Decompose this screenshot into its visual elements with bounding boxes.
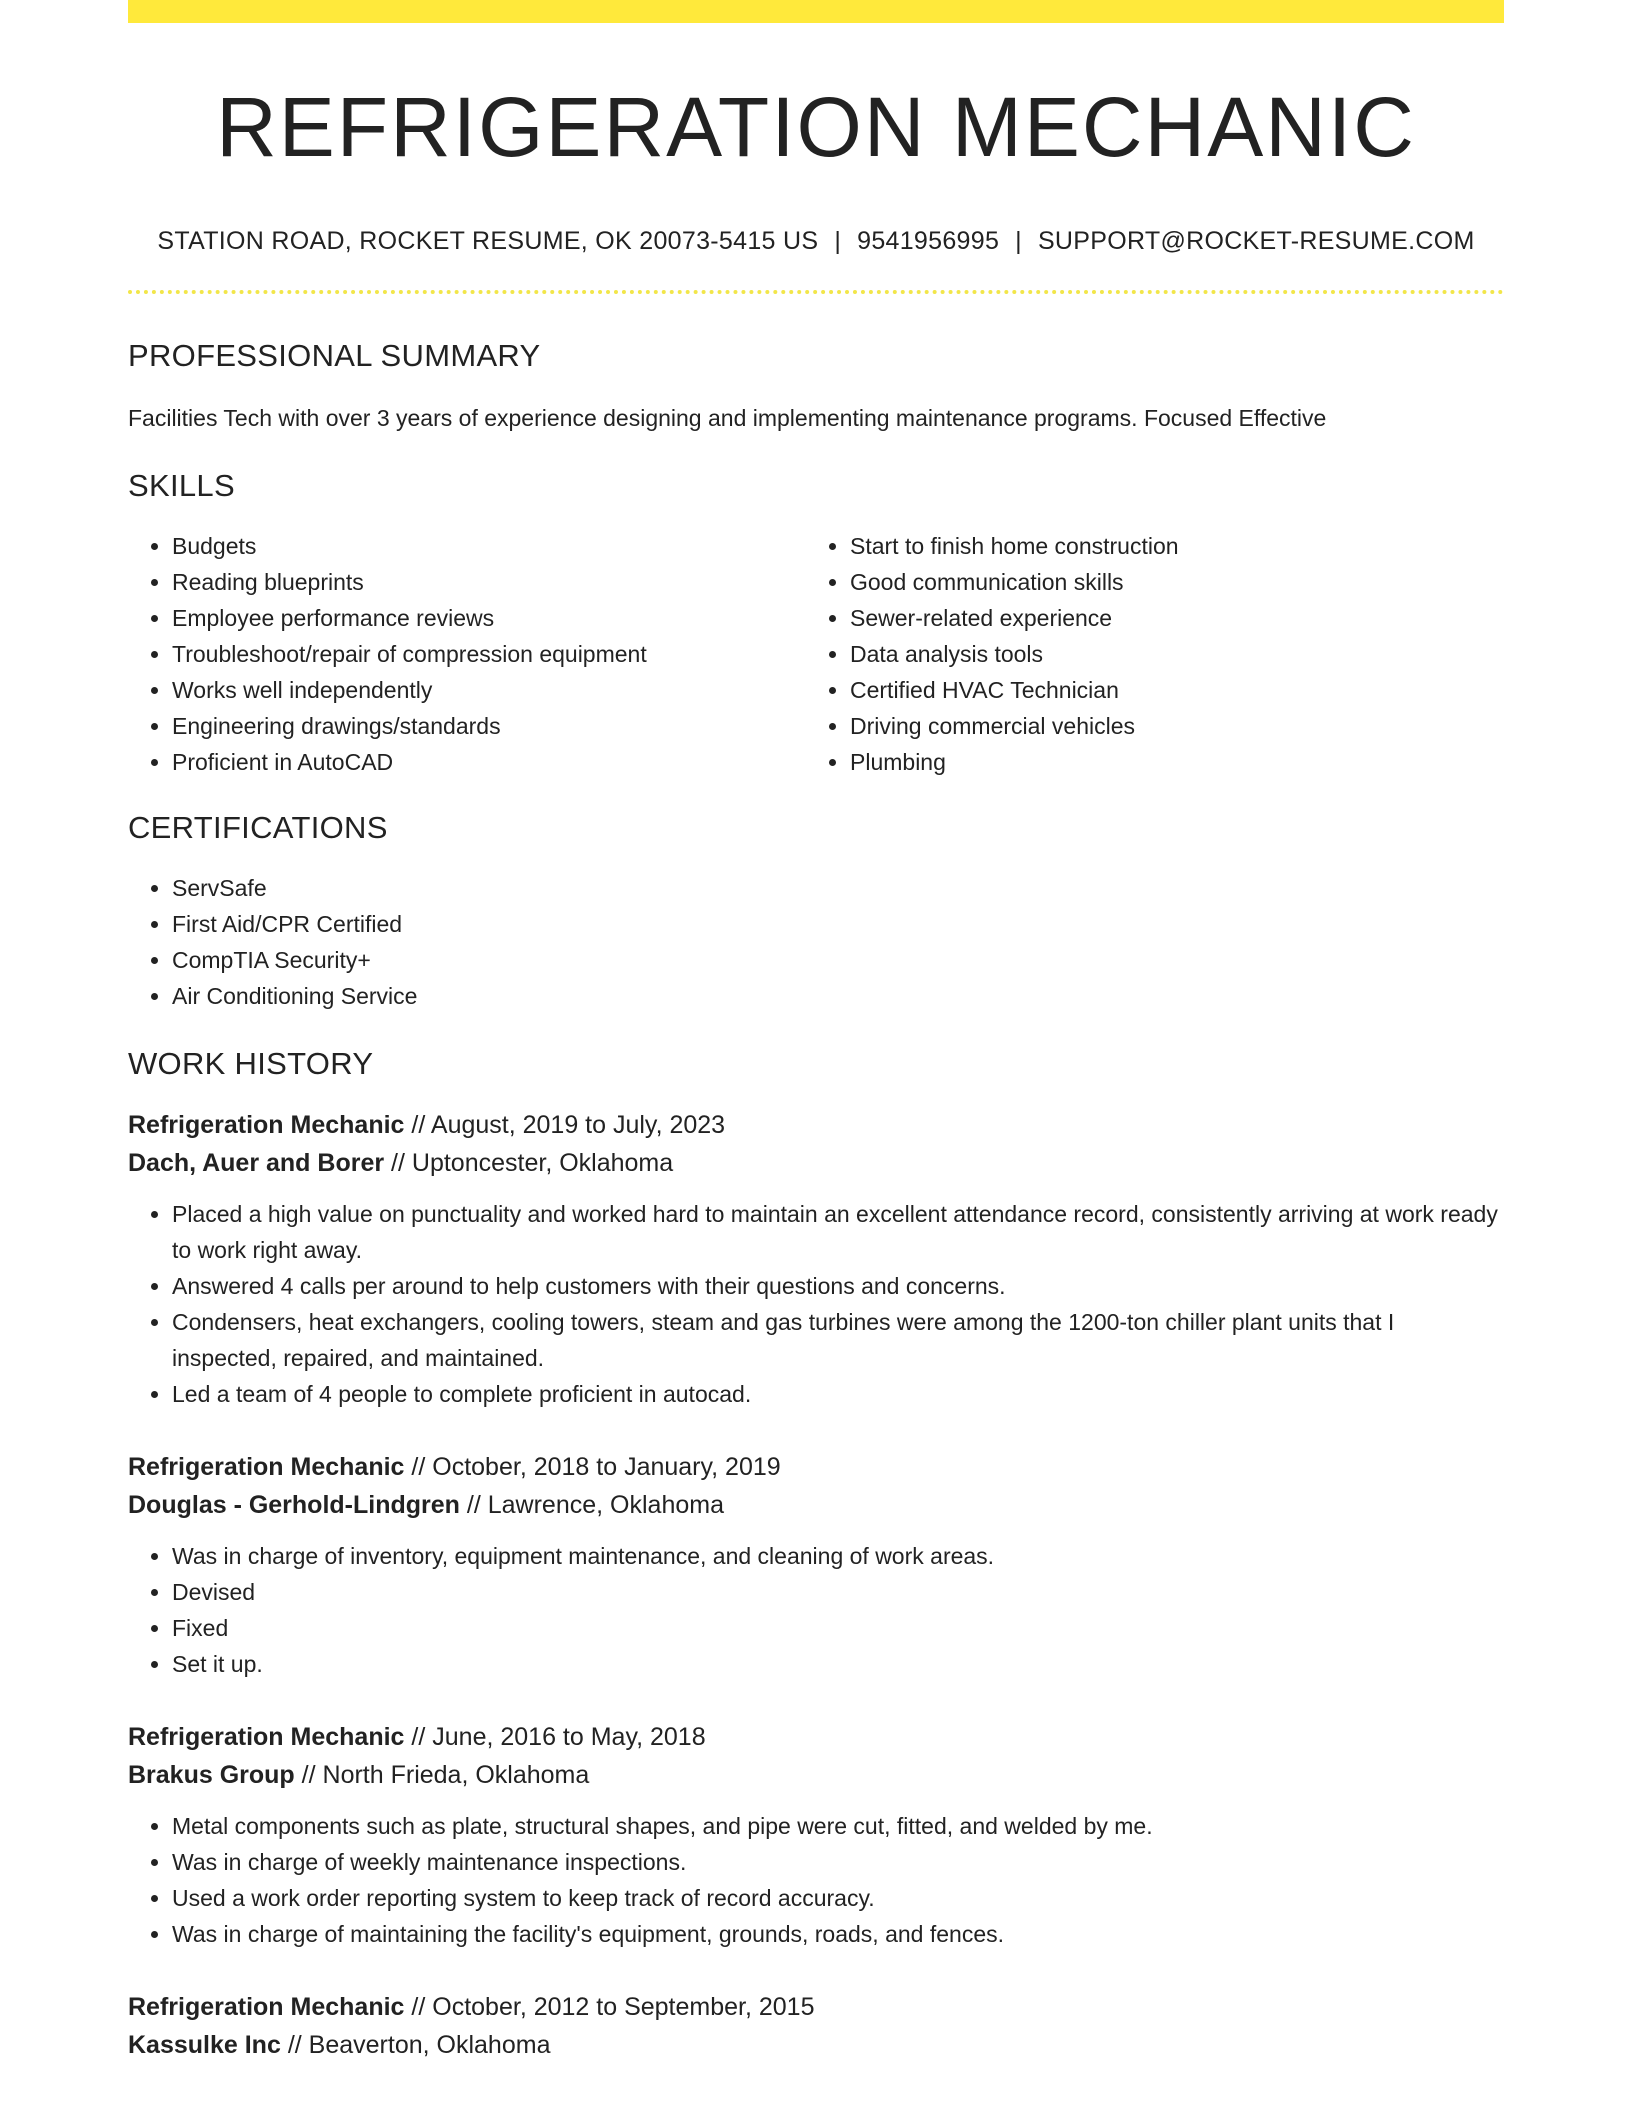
skill-item: • Driving commercial vehicles bbox=[850, 708, 1484, 744]
job-bullet: • Metal components such as plate, structural shapes, and pipe were cut, fitted, and welded by me. bbox=[172, 1808, 1504, 1844]
job-dates: October, 2012 to September, 2015 bbox=[432, 1993, 815, 2021]
certification-item: • CompTIA Security+ bbox=[172, 942, 1504, 978]
job-bullet: • Condensers, heat exchangers, cooling towers, steam and gas turbines were among the 1200-ton chiller plant units that I inspected, repaired, and maintained. bbox=[172, 1304, 1504, 1376]
job-title-line bbox=[128, 1718, 1504, 1756]
job-location: Beaverton, Oklahoma bbox=[308, 2031, 551, 2059]
job-bullet: • Set it up. bbox=[172, 1646, 1504, 1682]
skills-column-left bbox=[128, 528, 806, 780]
job-divider: // bbox=[411, 1723, 426, 1751]
job-bullets bbox=[128, 1808, 1504, 1952]
skill-item: • Works well independently bbox=[172, 672, 806, 708]
skill-item: • Budgets bbox=[172, 528, 806, 564]
address: STATION ROAD, ROCKET RESUME, OK 20073-5415 US bbox=[157, 227, 819, 255]
skill-item: • Data analysis tools bbox=[850, 636, 1484, 672]
certification-item: • ServSafe bbox=[172, 870, 1504, 906]
job-dates: October, 2018 to January, 2019 bbox=[432, 1453, 781, 1481]
job-company-line bbox=[128, 1486, 1504, 1524]
skills-grid bbox=[128, 528, 1504, 780]
job-divider: // bbox=[287, 2031, 302, 2059]
job-title-line bbox=[128, 1988, 1504, 2026]
job-divider: // bbox=[301, 1761, 316, 1789]
job-dates: August, 2019 to July, 2023 bbox=[430, 1111, 726, 1139]
skill-item: • Certified HVAC Technician bbox=[850, 672, 1484, 708]
skill-item: • Sewer-related experience bbox=[850, 600, 1484, 636]
job-entry bbox=[128, 1448, 1504, 1682]
job-entry bbox=[128, 1106, 1504, 1412]
summary-text: Facilities Tech with over 3 years of experience designing and implementing maintenance programs. Focused Effective bbox=[128, 405, 1327, 431]
job-company-line bbox=[128, 1756, 1504, 1794]
job-title: Refrigeration Mechanic bbox=[128, 1723, 405, 1751]
skill-item: • Plumbing bbox=[850, 744, 1484, 780]
skill-item: • Reading blueprints bbox=[172, 564, 806, 600]
job-location: North Frieda, Oklahoma bbox=[322, 1761, 590, 1789]
job-bullet: • Devised bbox=[172, 1574, 1504, 1610]
phone: 9541956995 bbox=[857, 227, 1000, 255]
job-bullets bbox=[128, 1538, 1504, 1682]
job-bullet: • Answered 4 calls per around to help customers with their questions and concerns. bbox=[172, 1268, 1504, 1304]
skill-item: • Start to finish home construction bbox=[850, 528, 1484, 564]
job-company-line bbox=[128, 2026, 1504, 2064]
resume-page bbox=[128, 0, 1504, 2064]
job-location: Lawrence, Oklahoma bbox=[487, 1491, 724, 1519]
job-divider: // bbox=[411, 1111, 426, 1139]
job-company: Douglas - Gerhold-Lindgren bbox=[128, 1491, 460, 1519]
job-title-line bbox=[128, 1106, 1504, 1144]
job-title: Refrigeration Mechanic bbox=[128, 1993, 405, 2021]
certification-item: • First Aid/CPR Certified bbox=[172, 906, 1504, 942]
skill-item: • Good communication skills bbox=[850, 564, 1484, 600]
job-bullet: • Led a team of 4 people to complete proficient in autocad. bbox=[172, 1376, 1504, 1412]
skill-item: • Employee performance reviews bbox=[172, 600, 806, 636]
email: SUPPORT@ROCKET-RESUME.COM bbox=[1037, 227, 1475, 255]
certifications-list bbox=[128, 870, 1504, 1014]
job-entry bbox=[128, 1988, 1504, 2064]
dotted-divider bbox=[128, 290, 1504, 294]
job-title-line bbox=[128, 1448, 1504, 1486]
skills-list-left bbox=[128, 528, 806, 780]
job-company: Kassulke Inc bbox=[128, 2031, 281, 2059]
job-company-line bbox=[128, 1144, 1504, 1182]
accent-bar bbox=[128, 0, 1504, 23]
summary-heading: PROFESSIONAL SUMMARY bbox=[128, 338, 541, 373]
job-location: Uptoncester, Oklahoma bbox=[411, 1149, 674, 1177]
job-company: Dach, Auer and Borer bbox=[128, 1149, 385, 1177]
job-bullet: • Was in charge of weekly maintenance inspections. bbox=[172, 1844, 1504, 1880]
work-history-heading: WORK HISTORY bbox=[128, 1046, 374, 1081]
skills-list-right bbox=[806, 528, 1484, 780]
job-bullet: • Used a work order reporting system to keep track of record accuracy. bbox=[172, 1880, 1504, 1916]
skill-item: • Engineering drawings/standards bbox=[172, 708, 806, 744]
certification-item: • Air Conditioning Service bbox=[172, 978, 1504, 1014]
job-bullet: • Was in charge of maintaining the facility's equipment, grounds, roads, and fences. bbox=[172, 1916, 1504, 1952]
skill-item: • Proficient in AutoCAD bbox=[172, 744, 806, 780]
skills-column-right bbox=[806, 528, 1484, 780]
job-bullet: • Was in charge of inventory, equipment maintenance, and cleaning of work areas. bbox=[172, 1538, 1504, 1574]
contact-separator: | bbox=[834, 227, 842, 255]
certifications-heading: CERTIFICATIONS bbox=[128, 810, 388, 845]
job-entry bbox=[128, 1718, 1504, 1952]
job-divider: // bbox=[466, 1491, 481, 1519]
job-bullet: • Fixed bbox=[172, 1610, 1504, 1646]
contact-separator: | bbox=[1015, 227, 1022, 255]
job-dates: June, 2016 to May, 2018 bbox=[432, 1723, 706, 1751]
job-title: Refrigeration Mechanic bbox=[128, 1111, 405, 1139]
job-divider: // bbox=[411, 1453, 426, 1481]
job-bullet: • Placed a high value on punctuality and worked hard to maintain an excellent attendance record, consistently arriving at work ready to work right away. bbox=[172, 1196, 1504, 1268]
job-bullets bbox=[128, 1196, 1504, 1412]
job-title: Refrigeration Mechanic bbox=[128, 1453, 405, 1481]
skills-heading: SKILLS bbox=[128, 468, 235, 503]
job-divider: // bbox=[391, 1149, 405, 1177]
job-divider: // bbox=[411, 1993, 426, 2021]
skill-item: • Troubleshoot/repair of compression equipment bbox=[172, 636, 806, 672]
job-company: Brakus Group bbox=[128, 1761, 295, 1789]
contact-line bbox=[128, 227, 1504, 256]
resume-name: REFRIGERATION MECHANIC bbox=[216, 80, 1416, 174]
